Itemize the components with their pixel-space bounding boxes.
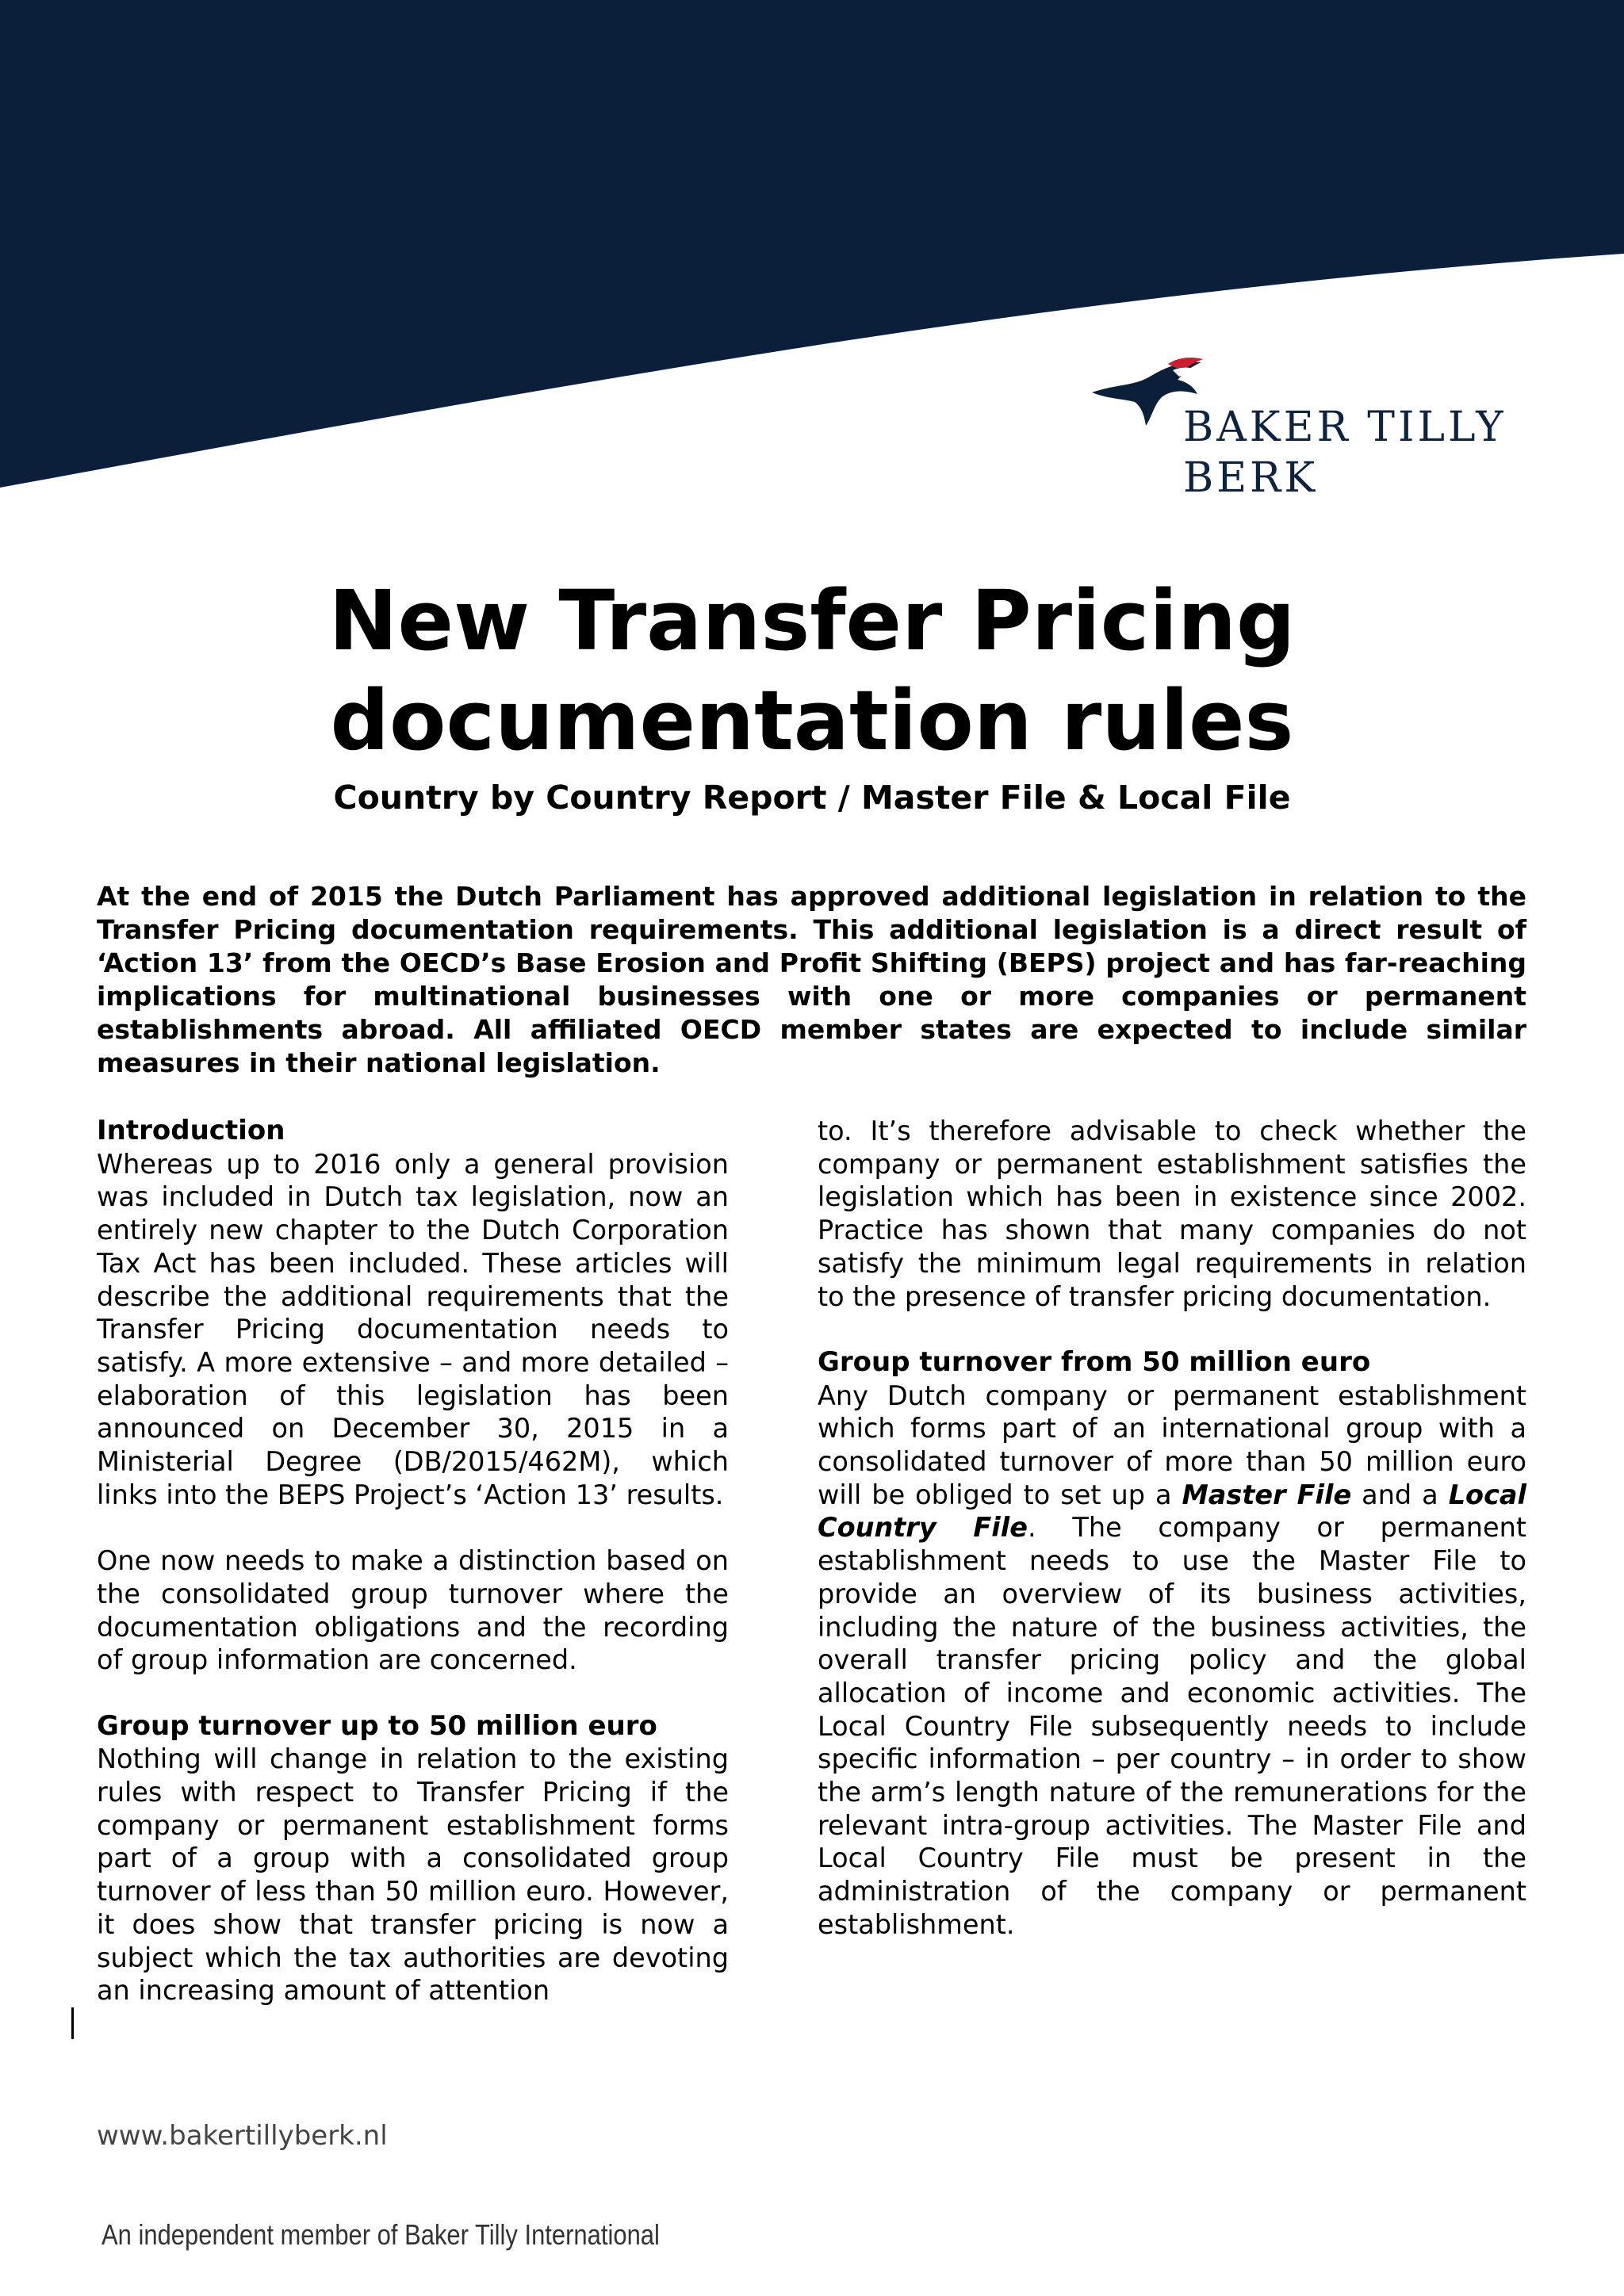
section-heading-introduction: Introduction (97, 1115, 285, 1146)
intro-paragraph-1: Whereas up to 2016 only a general provision was included in Dutch tax legislation, now an entirely new chapter to the Dutch Corporation Tax Act has been included. These articles will describe the additional requirements that the Transfer Pricing documentation needs to satisfy. A more extensive – and more detailed – elaboration of this legislation has been announced on December 30, 2015 in a Ministerial Degree (DB/2015/462M), which links into the BEPS Project’s ‘Action 13’ results. (97, 1148, 729, 1510)
lead-paragraph: At the end of 2015 the Dutch Parliament has approved additional legislation in relation to the Transfer Pricing documentation requirements. This additional legislation is a direct result of ‘Action 13’ from the OECD’s Base Erosion and Profit Shifting (BEPS) project and has far-reaching implications for multinational businesses with one or more companies or permanent establishments abroad. All affiliated OECD member states are expected to include similar measures in their national legislation. (97, 881, 1526, 1078)
title-line-1: New Transfer Pricing (328, 572, 1296, 669)
continued-paragraph: to. It’s therefore advisable to check whether the company or permanent establishment satisfies the legislation which has been in existence since 2002. Practice has shown that many companies do not satisfy the minimum legal requirements in relation to the presence of transfer pricing documentation. (818, 1115, 1526, 1312)
title-line-2: documentation rules (330, 672, 1294, 769)
from-50m-and-a: and a (1351, 1479, 1449, 1510)
logo-line-1: BAKER TILLY (1183, 404, 1507, 451)
intro-paragraph-2: One now needs to make a distinction based on the consolidated group turnover where the documentation obligations and the recording of group information are concerned. (97, 1545, 729, 1676)
local-country-file-term: Local Country File (818, 1479, 1527, 1544)
website-link[interactable]: www.bakertillyberk.nl (97, 2120, 388, 2152)
text-cursor (71, 2007, 74, 2039)
company-logo (1090, 353, 1534, 511)
from-50m-paragraph (818, 1380, 1526, 1942)
from-50m-text-part-1: Any Dutch company or permanent establishment which forms part of an international group with a consolidated turnover of more than 50 million euro will be obliged to set up a (818, 1380, 1526, 1510)
logo-line-2: BERK (1183, 454, 1319, 502)
from-50m-text-part-2: . The company or permanent establishment needs to use the Master File to provide an overview of its business activities, including the nature of the business activities, the overall transfer pricing policy and the global allocation of income and economic activities. The Local Country File subsequently needs to include specific information – per country – in order to show the arm’s length nature of the remunerations for the relevant intra-group activities. The Master File and Local Country File must be present in the administration of the company or permanent establishment. (818, 1512, 1526, 1940)
left-column (97, 1115, 729, 2007)
section-heading-from-50m: Group turnover from 50 million euro (818, 1345, 1371, 1378)
membership-note: An independent member of Baker Tilly International (102, 2218, 660, 2251)
page-title (0, 571, 1624, 771)
title-block (0, 571, 1624, 821)
up-to-50m-paragraph: Nothing will change in relation to the existing rules with respect to Transfer Pricing if the company or permanent establishment forms part of a group with a consolidated group turnover of less than 50 million euro. However, it does show that transfer pricing is now a subject which the tax authorities are devoting an increasing amount of attention (97, 1743, 729, 2007)
page-subtitle: Country by Country Report / Master File & Local File (333, 779, 1291, 817)
master-file-term: Master File (1182, 1479, 1352, 1510)
section-heading-up-to-50m: Group turnover up to 50 million euro (97, 1709, 657, 1742)
right-column (818, 1115, 1526, 1942)
